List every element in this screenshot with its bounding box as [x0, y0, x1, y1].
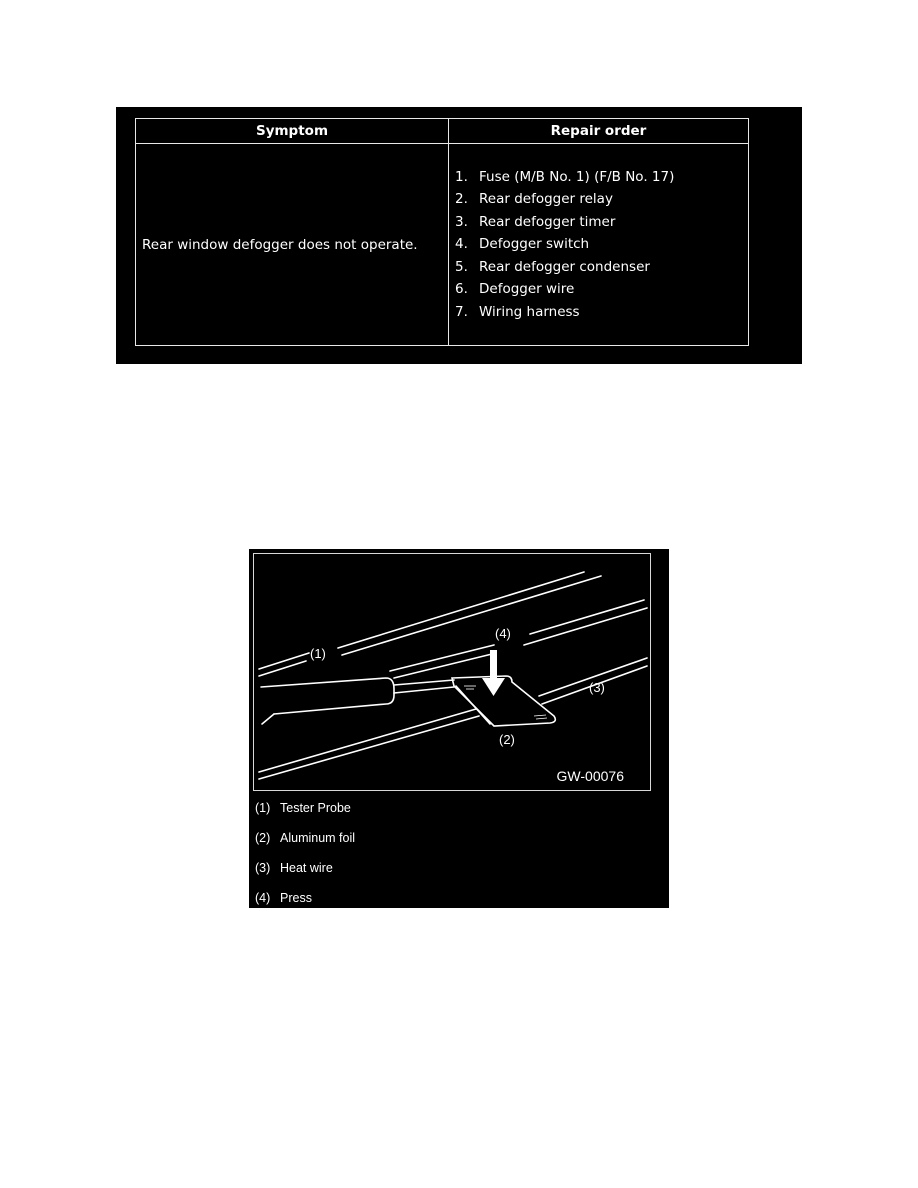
- list-item: 4. Defogger switch: [455, 236, 590, 253]
- list-item: 3. Rear defogger timer: [455, 213, 616, 230]
- figure-block: [249, 549, 669, 908]
- figure-code: GW-00076: [556, 768, 624, 784]
- legend-item: (3) Heat wire: [255, 861, 333, 875]
- callout-4: (4): [495, 626, 511, 641]
- table-header-row: [136, 119, 749, 144]
- legend-item: (1) Tester Probe: [255, 801, 351, 815]
- header-symptom: Symptom: [136, 119, 449, 144]
- table-row: [136, 144, 749, 346]
- list-item: 6. Defogger wire: [455, 281, 575, 298]
- callout-1: (1): [310, 646, 326, 661]
- list-item: 7. Wiring harness: [455, 303, 580, 320]
- repair-table-block: [116, 107, 802, 364]
- symptom-repair-table: [135, 118, 749, 346]
- callout-3: (3): [589, 680, 605, 695]
- legend-item: (2) Aluminum foil: [255, 831, 356, 845]
- header-repair-order: Repair order: [449, 119, 749, 144]
- heat-wire-test-illustration: [254, 554, 652, 792]
- callout-2: (2): [499, 732, 515, 747]
- repair-order-cell: [449, 144, 749, 346]
- list-item: 5. Rear defogger condenser: [455, 258, 650, 275]
- legend-item: (4) Press: [255, 891, 312, 905]
- list-item: 1. Fuse (M/B No. 1) (F/B No. 17): [455, 168, 675, 185]
- symptom-cell: Rear window defogger does not operate.: [136, 144, 449, 346]
- list-item: 2. Rear defogger relay: [455, 191, 613, 208]
- repair-order-list: [455, 166, 748, 324]
- figure-illustration: [253, 553, 651, 791]
- figure-legend: [255, 798, 355, 918]
